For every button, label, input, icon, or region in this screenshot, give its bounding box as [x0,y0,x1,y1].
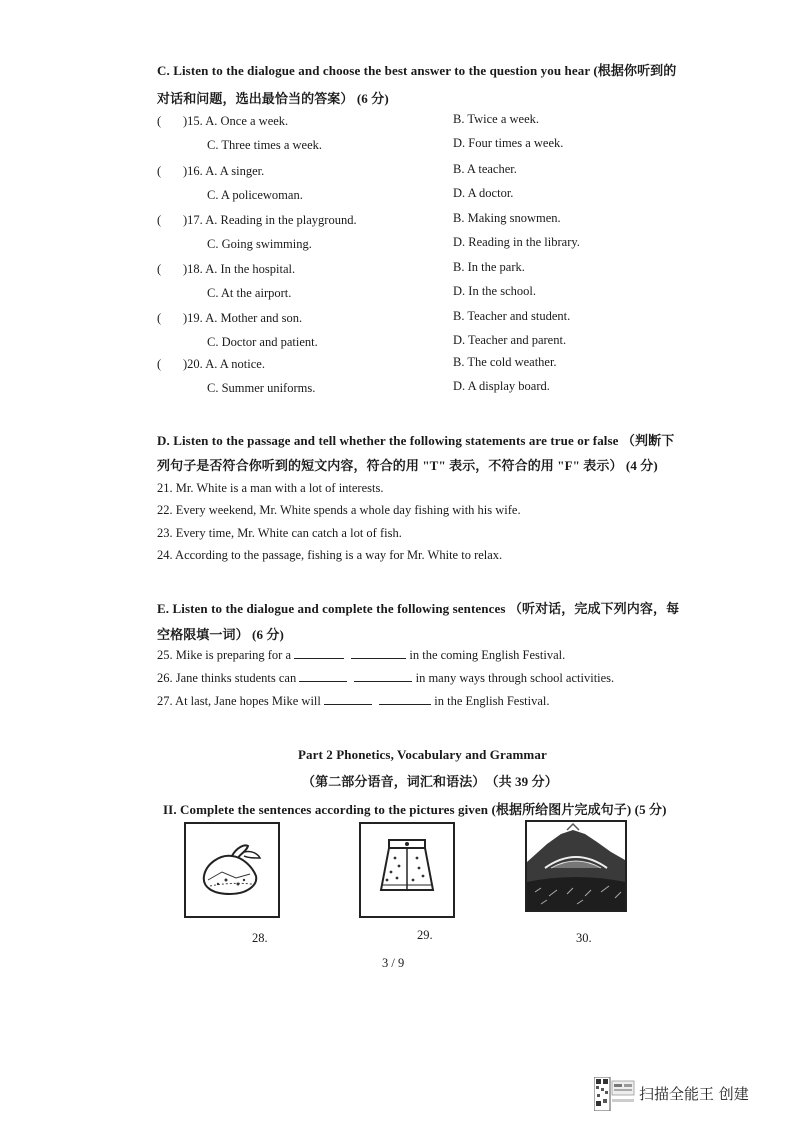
question-20-option-b: B. The cold weather. [453,355,557,369]
section-e-heading-line1: E. Listen to the dialogue and complete the following sentences （听对话，完成下列内容，每 [157,601,680,616]
answer-paren-19[interactable]: ( [157,311,162,325]
answer-paren-20[interactable]: ( [157,357,162,371]
blank-27b[interactable] [379,694,431,705]
picture-30 [525,820,627,912]
question-17-option-c: C. Going swimming. [207,237,312,251]
fill-sentence-25-after: in the coming English Festival. [409,648,566,662]
fill-sentence-25 [157,648,565,663]
question-17-option-b: B. Making snowmen. [453,211,561,225]
question-16-option-d: D. A doctor. [453,186,514,200]
answer-paren-16[interactable]: ( [157,164,162,178]
question-15-option-d: D. Four times a week. [453,136,564,150]
question-19-option-b: B. Teacher and student. [453,309,571,323]
fill-sentence-27-after: in the English Festival. [434,694,550,708]
question-16-option-b: B. A teacher. [453,162,517,176]
question-18-option-c: C. At the airport. [207,286,292,300]
blank-27a[interactable] [324,694,372,705]
fill-sentence-27 [157,694,550,709]
picture-30-label: 30. [576,931,592,945]
picture-29-label: 29. [417,928,433,942]
fill-sentence-26-before: 26. Jane thinks students can [157,671,297,685]
section-e-heading-line2: 空格限填一词） (6 分) [157,627,284,642]
picture-28-label: 28. [252,931,268,945]
page-number: 3 / 9 [382,956,405,970]
question-17-option-d: D. Reading in the library. [453,235,580,249]
volcano-icon [527,822,625,910]
question-16-option-c: C. A policewoman. [207,188,303,202]
section-d-heading-line2: 列句子是否符合你听到的短文内容，符合的用 "T" 表示，不符合的用 "F" 表示） (4 分) [157,458,658,473]
picture-29 [359,822,455,918]
question-20-option-a: )20. A. A notice. [183,357,265,371]
bundle-cloth-icon [186,824,278,916]
watermark-text: 扫描全能王 创建 [639,1085,749,1103]
question-15-option-a: )15. A. Once a week. [183,114,289,128]
fill-sentence-27-before: 27. At last, Jane hopes Mike will [157,694,321,708]
section-c-heading-line2: 对话和问题，选出最恰当的答案） (6 分) [157,91,389,106]
question-20-option-c: C. Summer uniforms. [207,381,316,395]
answer-paren-15[interactable]: ( [157,114,162,128]
blank-26a[interactable] [299,671,347,682]
question-15-option-c: C. Three times a week. [207,138,323,152]
picture-28 [184,822,280,918]
qr-code-icon [594,1077,636,1111]
blank-25b[interactable] [351,648,406,659]
blank-25a[interactable] [294,648,344,659]
question-18-option-b: B. In the park. [453,260,525,274]
question-15-option-b: B. Twice a week. [453,112,540,126]
blank-26b[interactable] [354,671,412,682]
fill-sentence-25-before: 25. Mike is preparing for a [157,648,291,662]
question-17-option-a: )17. A. Reading in the playground. [183,213,357,227]
question-19-option-a: )19. A. Mother and son. [183,311,303,325]
fill-sentence-26-after: in many ways through school activities. [415,671,615,685]
section-d-heading-line1: D. Listen to the passage and tell whether the following statements are true or false （判断下 [157,433,675,448]
answer-paren-17[interactable]: ( [157,213,162,227]
statement-23: 23. Every time, Mr. White can catch a lot of fish. [157,526,402,540]
part2-subtitle: （第二部分语音，词汇和语法） （共 39 分） [302,774,558,789]
question-16-option-a: )16. A. A singer. [183,164,265,178]
question-19-option-d: D. Teacher and parent. [453,333,567,347]
statement-22: 22. Every weekend, Mr. White spends a whole day fishing with his wife. [157,503,521,517]
answer-paren-18[interactable]: ( [157,262,162,276]
part2-title: Part 2 Phonetics, Vocabulary and Grammar [298,747,547,762]
fill-sentence-26 [157,671,614,686]
question-18-option-d: D. In the school. [453,284,536,298]
section-ii-heading: II. Complete the sentences according to the pictures given (根据所给图片完成句子) (5 分) [163,802,667,817]
statement-21: 21. Mr. White is a man with a lot of interests. [157,481,384,495]
statement-24: 24. According to the passage, fishing is a way for Mr. White to relax. [157,548,503,562]
skirt-icon [361,824,453,916]
question-20-option-d: D. A display board. [453,379,550,393]
question-18-option-a: )18. A. In the hospital. [183,262,296,276]
section-c-heading-line1: C. Listen to the dialogue and choose the best answer to the question you hear (根据你听到的 [157,63,677,78]
question-19-option-c: C. Doctor and patient. [207,335,318,349]
